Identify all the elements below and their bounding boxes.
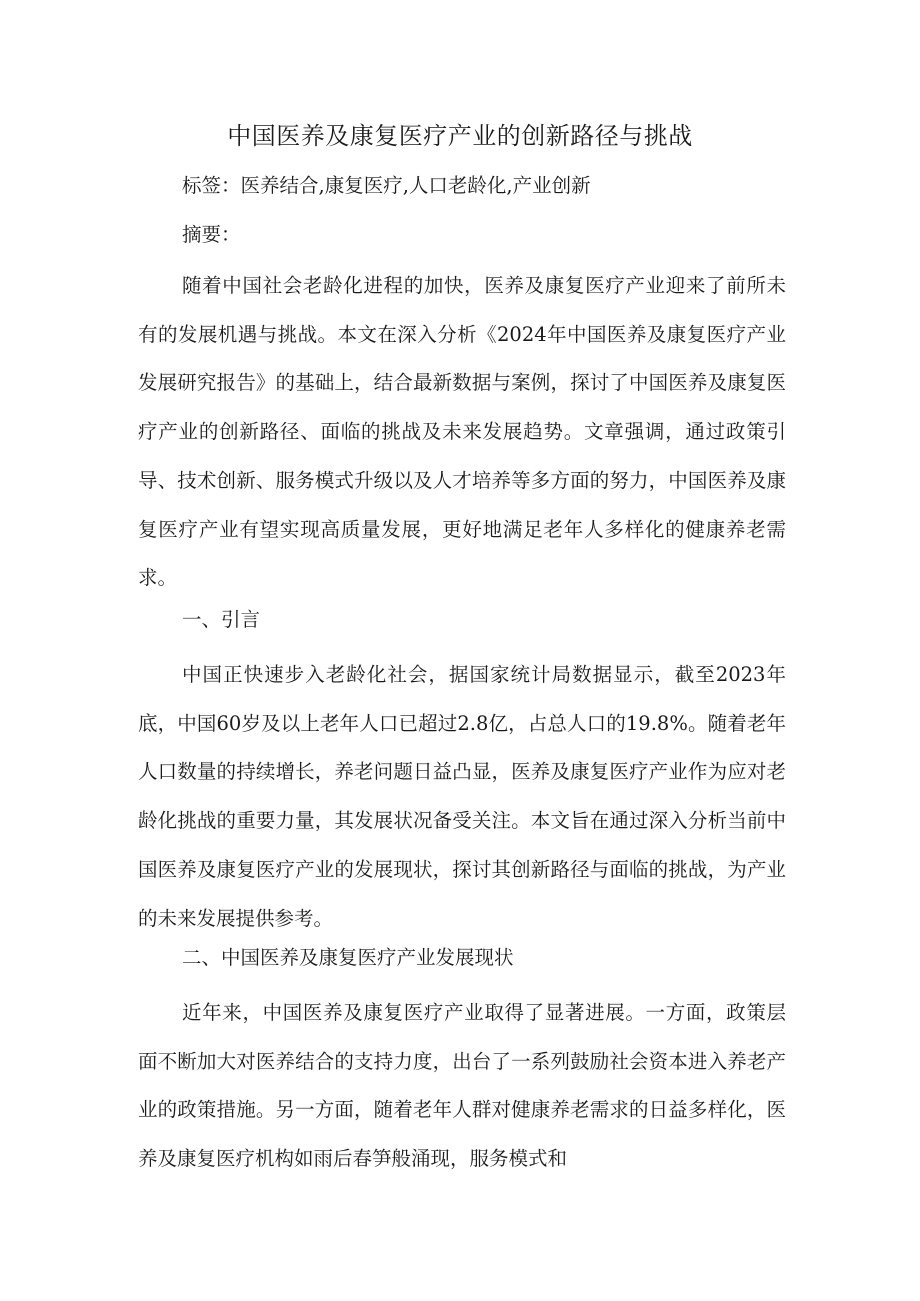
abstract-paragraph: 随着中国社会老龄化进程的加快，医养及康复医疗产业迎来了前所未有的发展机遇与挑战。本文在深入分析《2024年中国医养及康复医疗产业发展研究报告》的基础上，结合最新数据与案例，探讨了中国医养及康复医疗产业的创新路径、面临的挑战及未来发展趋势。文章强调，通过政策引导、技术创新、服务模式升级以及人才培养等多方面的努力，中国医养及康复医疗产业有望实现高质量发展，更好地满足老年人多样化的健康养老需求。 — [138, 274, 786, 590]
document-title: 中国医养及康复医疗产业的创新路径与挑战 — [227, 122, 693, 150]
tags-line: 标签：医养结合,康复医疗,人口老龄化,产业创新 — [182, 174, 591, 197]
status-paragraph: 近年来，中国医养及康复医疗产业取得了显著进展。一方面，政策层面不断加大对医养结合的支持力度，出台了一系列鼓励社会资本进入养老产业的政策措施。另一方面，随着老年人群对健康养老需求的日益多样化，医养及康复医疗机构如雨后春笋般涌现，服务模式和 — [138, 1001, 786, 1171]
section-heading-status: 二、中国医养及康复医疗产业发展现状 — [182, 946, 514, 969]
introduction-paragraph: 中国正快速步入老龄化社会，据国家统计局数据显示，截至2023年底，中国60岁及以上老年人口已超过2.8亿，占总人口的19.8%。随着老年人口数量的持续增长，养老问题日益凸显，医养及康复医疗产业作为应对老龄化挑战的重要力量，其发展状况备受关注。本文旨在通过深入分析当前中国医养及康复医疗产业的发展现状，探讨其创新路径与面临的挑战，为产业的未来发展提供参考。 — [138, 663, 786, 930]
section-heading-introduction: 一、引言 — [182, 608, 261, 631]
abstract-heading: 摘要： — [182, 223, 241, 246]
